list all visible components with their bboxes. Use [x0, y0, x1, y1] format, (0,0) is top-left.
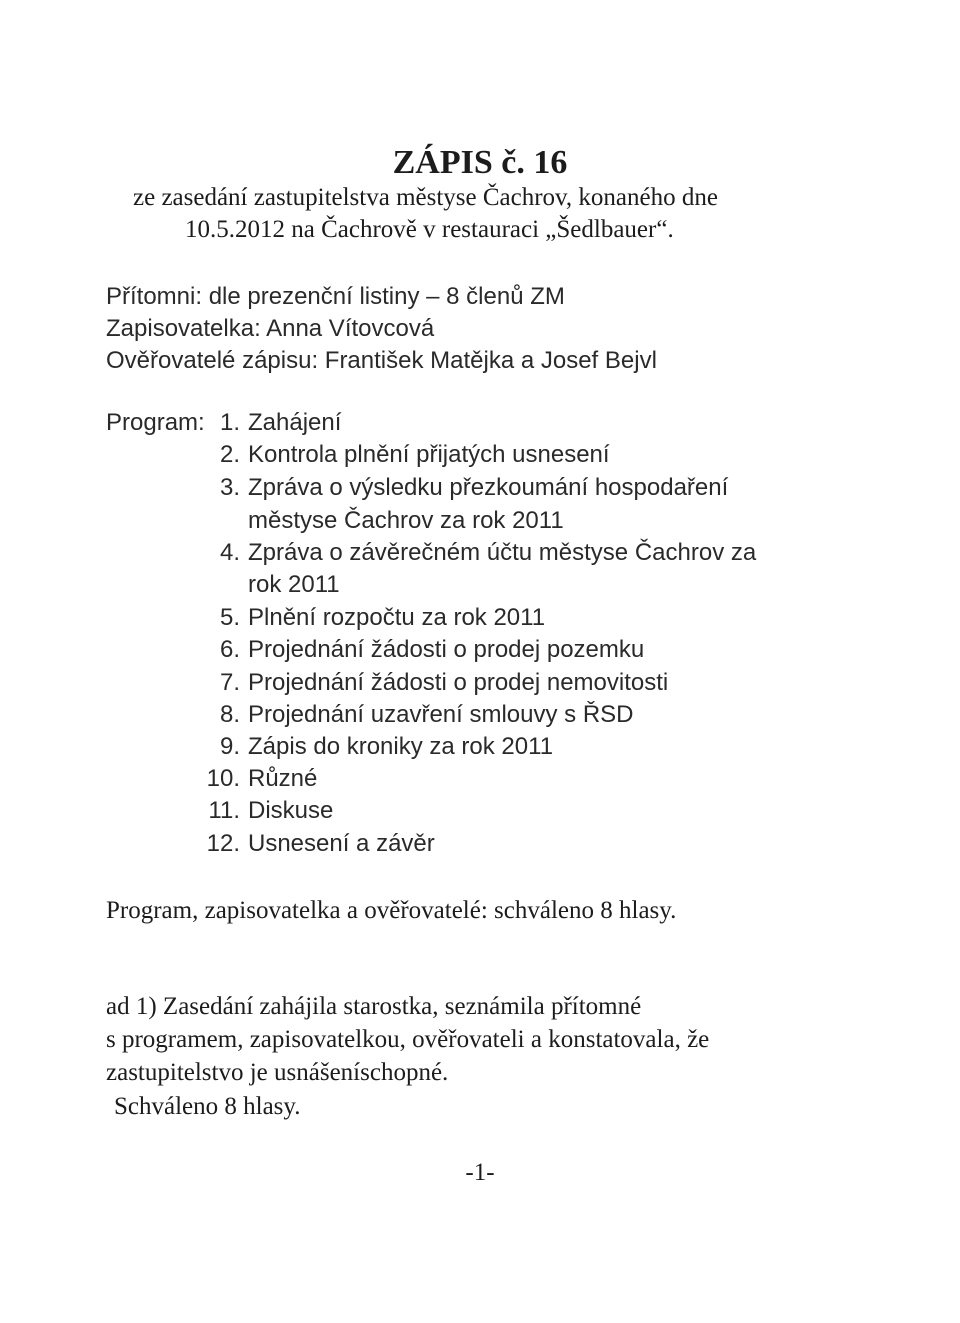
agenda-item-number: 6.	[219, 636, 240, 663]
agenda-item-number: 8.	[219, 701, 240, 728]
agenda-item-number: 12.	[206, 830, 240, 857]
agenda-item-number: 7.	[219, 669, 240, 696]
agenda-item-text: Usnesení a závěr	[248, 830, 435, 857]
agenda-item-number: 11.	[208, 797, 240, 824]
agenda-item-number: 10.	[206, 765, 240, 792]
agenda-item-number: 4.	[219, 539, 240, 566]
ad1-line-1: ad 1) Zasedání zahájila starostka, seznámila přítomné	[106, 993, 642, 1020]
ad1-line-4: Schváleno 8 hlasy.	[114, 1093, 301, 1120]
subtitle-line-1: ze zasedání zastupitelstva městyse Čachrov, konaného dne	[133, 184, 718, 211]
approval-line: Program, zapisovatelka a ověřovatelé: schváleno 8 hlasy.	[106, 897, 677, 924]
agenda-item-text: Různé	[248, 765, 318, 792]
subtitle-line-2: 10.5.2012 na Čachrově v restauraci „Šedlbauer“.	[185, 216, 674, 243]
present-line: Přítomni: dle prezenční listiny – 8 členů ZM	[106, 283, 565, 310]
agenda-item-text: Zpráva o závěrečném účtu městyse Čachrov za	[248, 539, 757, 566]
agenda-item-number: 5.	[219, 604, 240, 631]
agenda-item-text: Diskuse	[248, 797, 334, 824]
agenda-item-continuation: rok 2011	[248, 571, 340, 598]
agenda-item-number: 9.	[219, 733, 240, 760]
ad1-line-3: zastupitelstvo je usnášeníschopné.	[106, 1059, 449, 1086]
document-title: ZÁPIS č. 16	[392, 144, 568, 181]
agenda-item-text: Zápis do kroniky za rok 2011	[248, 733, 554, 760]
agenda-item-number: 3.	[219, 474, 240, 501]
agenda-item-text: Zahájení	[248, 409, 342, 436]
agenda-item-text: Kontrola plnění přijatých usnesení	[248, 441, 610, 468]
agenda-item-text: Projednání uzavření smlouvy s ŘSD	[248, 701, 634, 728]
verifiers-line: Ověřovatelé zápisu: František Matějka a Josef Bejvl	[106, 347, 657, 374]
agenda-item-text: Projednání žádosti o prodej pozemku	[248, 636, 645, 663]
ad1-line-2: s programem, zapisovatelkou, ověřovateli a konstatovala, že	[106, 1026, 710, 1053]
page-number: -1-	[465, 1159, 495, 1186]
agenda-item-number: 1.	[219, 409, 240, 436]
program-label: Program:	[106, 409, 205, 436]
agenda-item-text: Zpráva o výsledku přezkoumání hospodaření	[248, 474, 729, 501]
agenda-item-text: Plnění rozpočtu za rok 2011	[248, 604, 546, 631]
agenda-item-continuation: městyse Čachrov za rok 2011	[248, 507, 564, 534]
agenda-item-text: Projednání žádosti o prodej nemovitosti	[248, 669, 669, 696]
agenda-item-number: 2.	[219, 441, 240, 468]
recorder-line: Zapisovatelka: Anna Vítovcová	[106, 315, 435, 342]
